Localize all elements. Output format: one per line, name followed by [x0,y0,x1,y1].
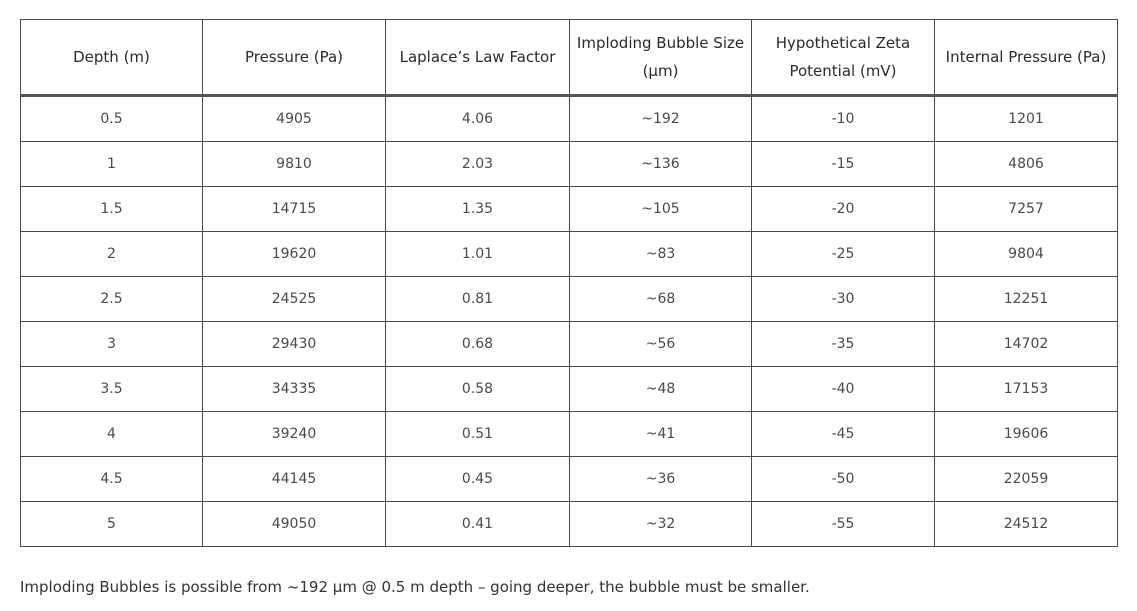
zeta-potential-cell: -30 [752,277,935,322]
table-header [21,20,1118,96]
table-row [21,187,1118,232]
internal-pressure-cell: 22059 [935,457,1118,502]
header-bubble-size: Imploding Bubble Size (µm) [570,20,752,96]
internal-pressure-cell: 24512 [935,502,1118,547]
header-internal-pressure: Internal Pressure (Pa) [935,20,1118,96]
bubble-size-cell: ~83 [570,232,752,277]
pressure-cell: 9810 [203,142,386,187]
bubble-data-table [20,19,1118,547]
laplace-factor-cell: 4.06 [386,96,570,142]
zeta-potential-cell: -10 [752,96,935,142]
bubble-size-cell: ~192 [570,96,752,142]
pressure-cell: 39240 [203,412,386,457]
internal-pressure-cell: 17153 [935,367,1118,412]
bubble-size-cell: ~105 [570,187,752,232]
header-zeta-potential: Hypothetical Zeta Potential (mV) [752,20,935,96]
internal-pressure-cell: 19606 [935,412,1118,457]
bubble-size-cell: ~36 [570,457,752,502]
laplace-factor-cell: 0.41 [386,502,570,547]
bubble-size-cell: ~136 [570,142,752,187]
laplace-factor-cell: 1.01 [386,232,570,277]
depth-cell: 1 [21,142,203,187]
depth-cell: 4.5 [21,457,203,502]
internal-pressure-cell: 14702 [935,322,1118,367]
laplace-factor-cell: 1.35 [386,187,570,232]
table-row [21,412,1118,457]
pressure-cell: 29430 [203,322,386,367]
internal-pressure-cell: 4806 [935,142,1118,187]
laplace-factor-cell: 0.81 [386,277,570,322]
laplace-factor-cell: 0.45 [386,457,570,502]
pressure-cell: 14715 [203,187,386,232]
table-row [21,277,1118,322]
bubble-size-cell: ~41 [570,412,752,457]
internal-pressure-cell: 9804 [935,232,1118,277]
depth-cell: 1.5 [21,187,203,232]
bubble-size-cell: ~68 [570,277,752,322]
table-row [21,96,1118,142]
laplace-factor-cell: 2.03 [386,142,570,187]
pressure-cell: 4905 [203,96,386,142]
zeta-potential-cell: -20 [752,187,935,232]
table-row [21,457,1118,502]
pressure-cell: 19620 [203,232,386,277]
zeta-potential-cell: -45 [752,412,935,457]
laplace-factor-cell: 0.68 [386,322,570,367]
internal-pressure-cell: 1201 [935,96,1118,142]
header-pressure: Pressure (Pa) [203,20,386,96]
zeta-potential-cell: -40 [752,367,935,412]
bubble-size-cell: ~56 [570,322,752,367]
pressure-cell: 34335 [203,367,386,412]
table-row [21,232,1118,277]
laplace-factor-cell: 0.58 [386,367,570,412]
footnote-text: Imploding Bubbles is possible from ~192 µm @ 0.5 m depth – going deeper, the bubble must be smaller. [20,578,810,596]
zeta-potential-cell: -35 [752,322,935,367]
data-table-container [20,19,1117,547]
table-row [21,367,1118,412]
header-row [21,20,1118,96]
internal-pressure-cell: 7257 [935,187,1118,232]
pressure-cell: 24525 [203,277,386,322]
table-row [21,502,1118,547]
table-body [21,96,1118,547]
depth-cell: 2.5 [21,277,203,322]
zeta-potential-cell: -25 [752,232,935,277]
depth-cell: 5 [21,502,203,547]
pressure-cell: 44145 [203,457,386,502]
bubble-size-cell: ~48 [570,367,752,412]
header-laplace-factor: Laplace’s Law Factor [386,20,570,96]
laplace-factor-cell: 0.51 [386,412,570,457]
zeta-potential-cell: -50 [752,457,935,502]
depth-cell: 3.5 [21,367,203,412]
header-depth: Depth (m) [21,20,203,96]
depth-cell: 0.5 [21,96,203,142]
table-row [21,322,1118,367]
depth-cell: 3 [21,322,203,367]
depth-cell: 4 [21,412,203,457]
zeta-potential-cell: -55 [752,502,935,547]
internal-pressure-cell: 12251 [935,277,1118,322]
table-row [21,142,1118,187]
depth-cell: 2 [21,232,203,277]
pressure-cell: 49050 [203,502,386,547]
zeta-potential-cell: -15 [752,142,935,187]
bubble-size-cell: ~32 [570,502,752,547]
